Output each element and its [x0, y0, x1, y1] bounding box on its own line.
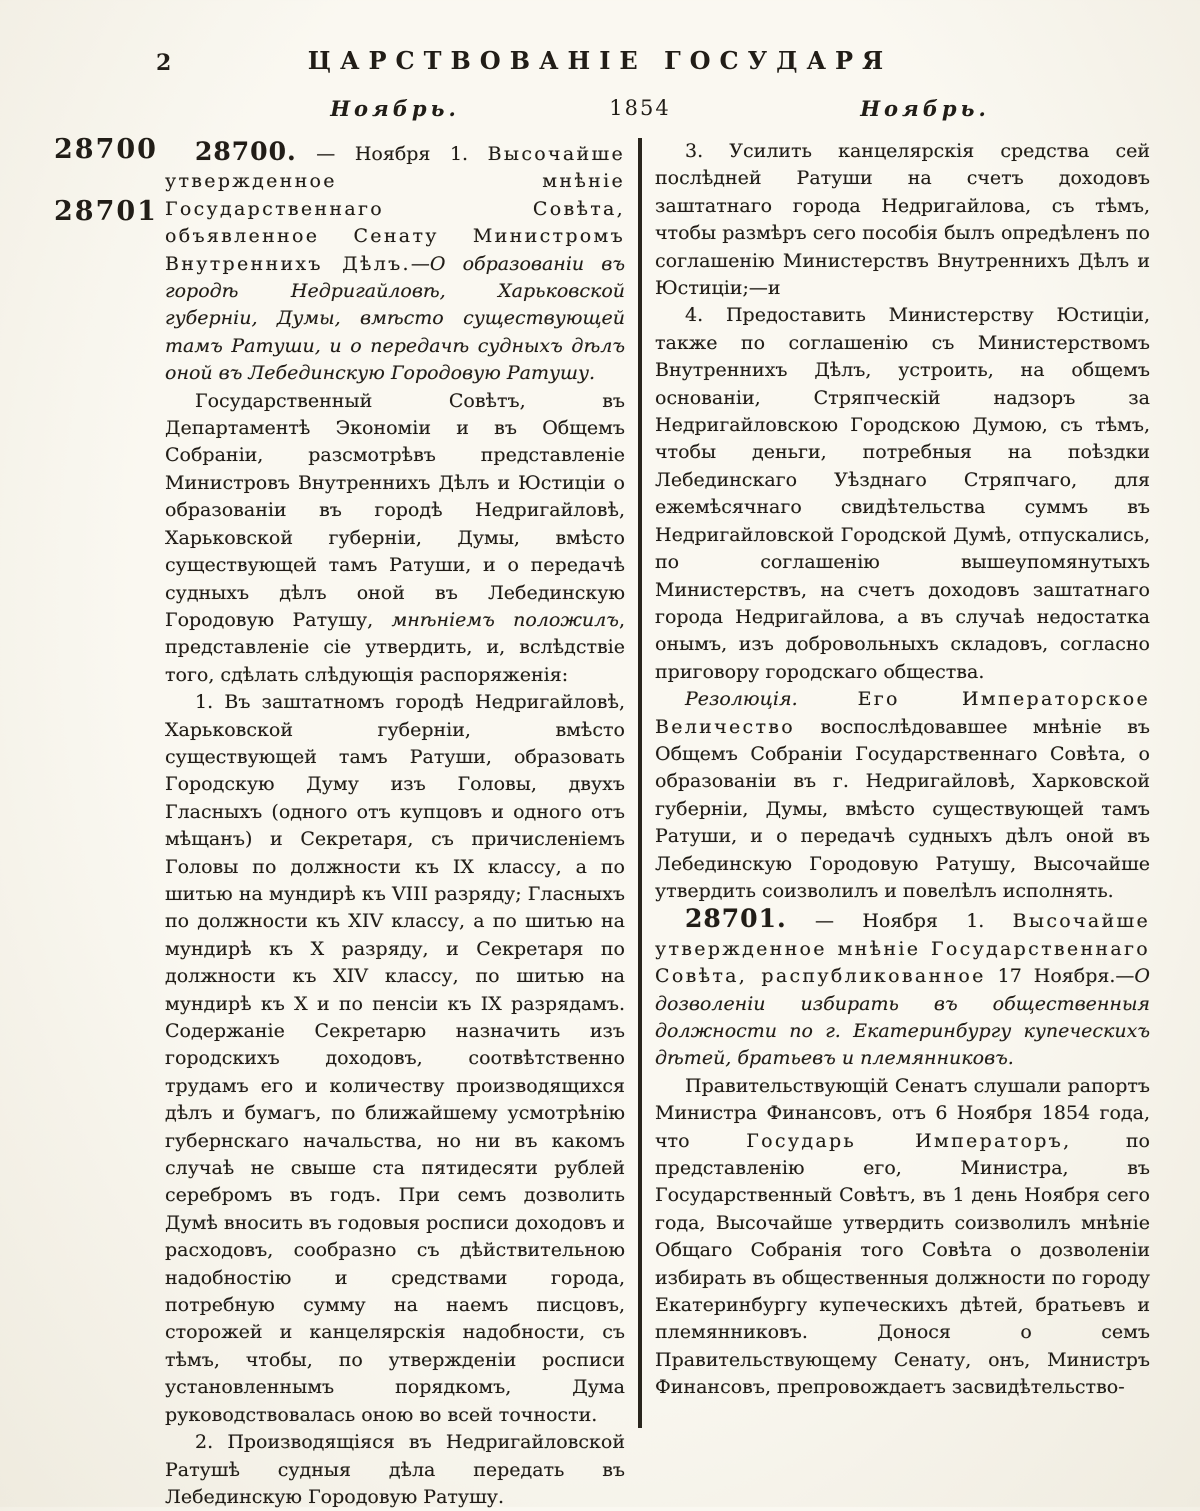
text-columns: [165, 137, 1150, 1508]
text-segment: 28700.: [195, 137, 297, 166]
margin-entry-number-28701: 28701: [54, 196, 158, 227]
text-segment: 4. Предоставить Министерству Юстиціи, также по соглашенію съ Министерствомъ Внутреннихъ Дѣлъ, устроить, на общемъ основаніи, Стряпческій надзоръ за Недригайловскою Городскою Думою, съ тѣмъ, чтобы деньги, потребныя на поѣздки Лебединскаго Уѣзднаго Стряпчаго, для ежемѣсячнаго свидѣтельства суммъ въ Недригайловской Городской Думѣ, отпускались, по соглашенію вышеупомянутыхъ Министерствъ, на счетъ доходовъ заштатнаго города Недригайлова, а въ случаѣ недостатка онымъ, изъ добровольныхъ складовъ, согласно приговору городскаго общества.: [655, 304, 1150, 683]
text-segment: Высочайше утвержденное мнѣніе Государственнаго Совѣта, объявленное Сенату Министромъ Внутреннихъ Дѣлъ.: [165, 143, 625, 275]
text-segment: —: [410, 252, 430, 275]
text-segment: — Ноября 1.: [786, 910, 1013, 933]
text-segment: Высочайше утвержденное мнѣніе Государственнаго Совѣта, распубликованное: [655, 910, 1150, 988]
text-segment: , по представленію его, Министра, въ Государственный Совѣтъ, въ 1 день Ноября сего года, Высочайше утвердить соизволилъ мнѣніе Общаго Собранія того Совѣта о дозволеніи избирать въ общественныя должности по городу Екатеринбургу купеческихъ дѣтей, братьевъ и племянниковъ. Донося о семъ Правительствующему Сенату, онъ, Министръ Финансовъ, препровождаетъ засвидѣтельство-: [655, 1129, 1150, 1399]
text-segment: Правительствующій Сенатъ слушали рапортъ Министра Финансовъ, отъ 6 Ноября 1854 года, что: [655, 1074, 1150, 1152]
entry-28700-item-4: [655, 302, 1150, 686]
text-segment: — Ноября 1.: [296, 143, 488, 165]
right-column: [655, 138, 1150, 1438]
running-month-left: Ноябрь.: [330, 96, 460, 121]
text-segment: 1. Въ заштатномъ городѣ Недригайловѣ, Харьковской губерніи, вмѣсто существующей тамъ Ратуши, образовать Городскую Думу изъ Головы, двухъ Гласныхъ (одного отъ купцовъ и одного отъ мѣщанъ) и Секретаря, съ причисленіемъ Головы по должности къ IX классу, а по шитью на мундирѣ къ VIII разряду; Гласныхъ по должности къ XIV классу, а по шитью на мундирѣ къ X разряду, и Секретаря по должности къ XIV классу, по шитью на мундирѣ къ X и по пенсіи къ IX разрядамъ. Содержаніе Секретарю назначить изъ городскихъ доходовъ, соотвѣтственно трудамъ его и количеству производящихся дѣлъ и бумагъ, по ближайшему усмотрѣнію губернскаго начальства, но ни въ какомъ случаѣ не свыше ста пятидесяти рублей серебромъ въ годъ. При семъ дозволить Думѣ вносить въ годовыя росписи доходовъ и расходовъ, сообразно съ дѣйствительною надобностію и средствами города, потребную сумму на наемъ писцовъ, сторожей и канцелярскія надобности, съ тѣмъ, чтобы, по утвержденіи росписи установленнымъ порядкомъ, Дума руководствовалась оною во всей точности.: [165, 691, 625, 1426]
page-number: 2: [156, 50, 172, 76]
entry-28700-resolution: [655, 686, 1150, 905]
entry-28701-body: [655, 1073, 1150, 1402]
text-segment: О дозволеніи избирать въ общественныя должности по г. Екатеринбургу купеческихъ дѣтей, братьевъ и племянниковъ.: [655, 965, 1150, 1070]
text-segment: 28701.: [685, 904, 787, 934]
text-segment: воспослѣдовавшее мнѣніе въ Общемъ Собраніи Государственнаго Совѣта, о образованіи въ г. Недригайловѣ, Харковской губерніи, Думы, вмѣсто существующей тамъ Ратуши, и о передачѣ судныхъ дѣлъ оной въ Лебединскую Городовую Ратушу, Высочайше утвердить соизволилъ и повелѣлъ исполнять.: [655, 715, 1150, 902]
text-segment: Государь Императоръ: [746, 1129, 1064, 1152]
text-segment: 2. Производящіяся въ Недригайловской Ратушѣ судныя дѣла передать въ Лебединскую Городовую Ратушу.: [165, 1431, 625, 1508]
left-column: [165, 137, 626, 1508]
text-segment: О образованіи въ городѣ Недригайловѣ, Харьковской губерніи, Думы, вмѣсто существующей тамъ Ратуши, и о передачѣ судныхъ дѣлъ оной въ Лебединскую Городовую Ратушу.: [165, 252, 626, 385]
running-month-right: Ноябрь.: [860, 96, 990, 121]
text-segment: Его Императорское Величество: [655, 688, 1150, 738]
column-divider-rule: [638, 138, 642, 1428]
entry-28700-item-1: [165, 689, 625, 1429]
text-segment: Государственный Совѣтъ, въ Департаментѣ Экономіи и въ Общемъ Собраніи, разсмотрѣвъ представленіе Министровъ Внутреннихъ Дѣлъ и Юстиціи о образованіи въ городѣ Недригайловѣ, Харьковской губерніи, Думы, вмѣсто существующей тамъ Ратуши, и о передачѣ судныхъ дѣлъ оной въ Лебединскую Городовую Ратушу,: [165, 389, 625, 631]
text-segment: [798, 688, 858, 710]
text-segment: 17 Ноября.—: [985, 965, 1135, 988]
entry-28700-heading: [165, 138, 625, 388]
entry-28701-heading: [655, 905, 1150, 1072]
text-segment: 3. Усилить канцелярскія средства сей послѣдней Ратуши на счетъ доходовъ заштатнаго города Недригайлова, съ тѣмъ, чтобы размѣръ сего пособія былъ опредѣленъ по соглашенію Министерствъ Внутреннихъ Дѣлъ и Юстиціи;—и: [655, 140, 1150, 300]
text-segment: мнѣніемъ положилъ: [391, 608, 619, 631]
entry-28700-body: [165, 388, 625, 689]
text-segment: Резолюція.: [685, 688, 798, 711]
margin-entry-number-28700: 28700: [54, 134, 158, 165]
entry-28700-item-2: [165, 1429, 625, 1511]
running-title: ЦАРСТВОВАНІЕ ГОСУДАРЯ: [307, 46, 893, 75]
text-segment: , представленіе сіе утвердить, и, вслѣдствіе того, сдѣлать слѣдующія распоряженія:: [165, 608, 625, 686]
entry-28700-item-3: [655, 138, 1150, 302]
running-year: 1854: [609, 96, 671, 120]
